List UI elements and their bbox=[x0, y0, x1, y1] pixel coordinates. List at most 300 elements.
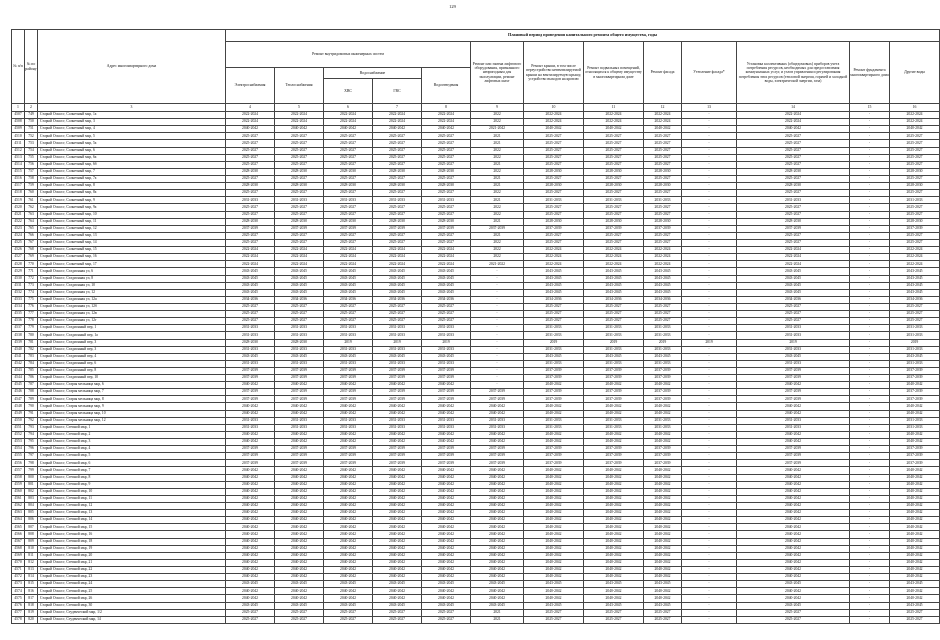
table-cell: 4540 bbox=[12, 346, 25, 353]
table-cell: 2043-2045 bbox=[644, 275, 682, 282]
address-cell: Старый Оскол г, Стадионная ул, 12в bbox=[38, 311, 226, 318]
table-cell: 2040-2042 bbox=[373, 559, 422, 566]
table-cell: 2043-2045 bbox=[890, 268, 940, 275]
address-cell: Старый Оскол г, Солнечный мкр, 8 bbox=[38, 183, 226, 190]
table-cell: 2043-2045 bbox=[422, 581, 471, 588]
table-row bbox=[12, 261, 940, 268]
table-cell: 2025-2027 bbox=[524, 147, 584, 154]
table-row bbox=[12, 112, 940, 119]
table-cell: 2040-2042 bbox=[890, 595, 940, 602]
address-cell: Старый Оскол г, Стадионная ул, 12г bbox=[38, 318, 226, 325]
table-cell: 2037-2039 bbox=[737, 375, 850, 382]
table-cell: 2040-2042 bbox=[890, 431, 940, 438]
address-cell: Старый Оскол г, Степной мкр, 23 bbox=[38, 574, 226, 581]
header-hvs: ХВС bbox=[324, 79, 373, 104]
table-cell: 2025-2027 bbox=[644, 239, 682, 246]
table-cell: 2040-2042 bbox=[275, 552, 324, 559]
table-cell: 2040-2042 bbox=[275, 503, 324, 510]
table-cell: 2031-2033 bbox=[644, 346, 682, 353]
table-cell: 2037-2039 bbox=[324, 446, 373, 453]
table-cell: - bbox=[850, 616, 890, 623]
table-cell: 2031-2033 bbox=[324, 197, 373, 204]
table-cell: 2021 bbox=[471, 609, 524, 616]
table-cell: - bbox=[850, 218, 890, 225]
table-row bbox=[12, 467, 940, 474]
table-cell: 2025-2027 bbox=[584, 140, 644, 147]
table-cell: 2040-2042 bbox=[644, 567, 682, 574]
table-cell: 2025-2027 bbox=[275, 232, 324, 239]
table-cell: 4544 bbox=[12, 375, 25, 382]
table-cell: 2040-2042 bbox=[324, 481, 373, 488]
table-cell: 2040-2042 bbox=[524, 538, 584, 545]
table-cell: 754 bbox=[25, 147, 38, 154]
table-cell: 4529 bbox=[12, 268, 25, 275]
table-cell: 2037-2039 bbox=[226, 225, 275, 232]
table-cell: - bbox=[850, 126, 890, 133]
table-cell: 2031-2033 bbox=[584, 346, 644, 353]
table-cell: 4517 bbox=[12, 183, 25, 190]
column-number: 5 bbox=[275, 104, 324, 112]
table-cell: 2040-2042 bbox=[275, 126, 324, 133]
table-cell: 2040-2042 bbox=[524, 503, 584, 510]
table-cell: 2022-2024 bbox=[324, 112, 373, 119]
table-cell: 2022 bbox=[471, 254, 524, 261]
table-cell: 2025-2027 bbox=[275, 175, 324, 182]
table-cell: 4573 bbox=[12, 581, 25, 588]
table-cell: 4570 bbox=[12, 559, 25, 566]
table-cell: 2037-2039 bbox=[524, 367, 584, 374]
table-cell: 2022 bbox=[471, 204, 524, 211]
table-cell: 2040-2042 bbox=[275, 531, 324, 538]
table-cell: 2025-2027 bbox=[226, 232, 275, 239]
table-cell: 2025-2027 bbox=[584, 211, 644, 218]
table-cell: 2037-2039 bbox=[373, 375, 422, 382]
address-cell: Старый Оскол г, Солнечный мкр, 11 bbox=[38, 218, 226, 225]
table-cell: 2019 bbox=[373, 339, 422, 346]
header-foundation: Ремонт фундамента многоквартирного дома bbox=[850, 42, 890, 104]
table-cell: 2031-2033 bbox=[644, 424, 682, 431]
table-cell: 2037-2039 bbox=[226, 375, 275, 382]
table-cell: 2037-2039 bbox=[226, 367, 275, 374]
table-row bbox=[12, 218, 940, 225]
table-cell: 2040-2042 bbox=[324, 552, 373, 559]
table-cell: 2021 bbox=[471, 183, 524, 190]
table-cell: 2025-2027 bbox=[584, 318, 644, 325]
table-cell: 2037-2039 bbox=[422, 446, 471, 453]
table-cell: 2034-2036 bbox=[275, 296, 324, 303]
address-cell: Старый Оскол г, Степной мкр, 10 bbox=[38, 488, 226, 495]
table-cell: 2025-2027 bbox=[890, 175, 940, 182]
table-cell: 759 bbox=[25, 183, 38, 190]
table-cell: 2028-2030 bbox=[584, 168, 644, 175]
table-cell: 2040-2042 bbox=[644, 545, 682, 552]
table-cell: 2031-2033 bbox=[584, 197, 644, 204]
table-cell: 2025-2027 bbox=[422, 303, 471, 310]
table-cell: 2040-2042 bbox=[422, 431, 471, 438]
table-cell: 2040-2042 bbox=[890, 531, 940, 538]
table-cell: 2025-2027 bbox=[737, 318, 850, 325]
table-cell: 2040-2042 bbox=[524, 574, 584, 581]
table-cell: 2022-2024 bbox=[584, 254, 644, 261]
table-cell: - bbox=[850, 467, 890, 474]
table-cell: 2031-2033 bbox=[737, 325, 850, 332]
table-cell: 2040-2042 bbox=[226, 481, 275, 488]
table-cell: 2040-2042 bbox=[890, 574, 940, 581]
table-cell: 2028-2030 bbox=[226, 168, 275, 175]
table-cell: 2040-2042 bbox=[226, 510, 275, 517]
table-cell: 2040-2042 bbox=[737, 559, 850, 566]
table-cell: 2037-2039 bbox=[373, 396, 422, 403]
table-cell: 2040-2042 bbox=[373, 467, 422, 474]
table-cell: 2028-2030 bbox=[890, 218, 940, 225]
table-cell: 2022-2024 bbox=[644, 261, 682, 268]
table-row bbox=[12, 190, 940, 197]
table-cell: 2040-2042 bbox=[471, 531, 524, 538]
header-other: Другие виды bbox=[890, 42, 940, 104]
table-cell: - bbox=[682, 481, 737, 488]
table-cell: 757 bbox=[25, 168, 38, 175]
table-cell: 2037-2039 bbox=[226, 446, 275, 453]
table-cell: 2022 bbox=[471, 247, 524, 254]
table-cell: 2040-2042 bbox=[373, 517, 422, 524]
table-cell: - bbox=[682, 616, 737, 623]
table-cell: 4559 bbox=[12, 481, 25, 488]
table-cell: - bbox=[471, 318, 524, 325]
table-cell: 2040-2042 bbox=[373, 488, 422, 495]
header-district-number: № по району bbox=[25, 30, 38, 104]
table-cell: 2025-2027 bbox=[737, 232, 850, 239]
table-cell: 4538 bbox=[12, 332, 25, 339]
table-cell: 2040-2042 bbox=[890, 552, 940, 559]
table-cell: 2040-2042 bbox=[584, 403, 644, 410]
table-cell: 2043-2045 bbox=[584, 268, 644, 275]
table-cell: 2040-2042 bbox=[737, 410, 850, 417]
table-cell: 2037-2039 bbox=[644, 367, 682, 374]
table-cell: 2040-2042 bbox=[226, 588, 275, 595]
table-cell: 2040-2042 bbox=[737, 481, 850, 488]
table-cell: 2040-2042 bbox=[471, 510, 524, 517]
address-cell: Старый Оскол г, Степной мкр, 3 bbox=[38, 439, 226, 446]
table-cell: 2040-2042 bbox=[275, 410, 324, 417]
table-cell: 2040-2042 bbox=[890, 495, 940, 502]
table-cell: 2028-2030 bbox=[644, 218, 682, 225]
table-cell: 2040-2042 bbox=[737, 382, 850, 389]
table-row bbox=[12, 147, 940, 154]
table-cell: 2040-2042 bbox=[524, 439, 584, 446]
table-cell: 2037-2039 bbox=[890, 225, 940, 232]
table-cell: 2040-2042 bbox=[275, 595, 324, 602]
table-cell: 784 bbox=[25, 360, 38, 367]
table-cell: - bbox=[850, 574, 890, 581]
table-cell: 2025-2027 bbox=[584, 303, 644, 310]
table-cell: 2037-2039 bbox=[373, 367, 422, 374]
table-cell: 2025-2027 bbox=[890, 609, 940, 616]
table-cell: 2040-2042 bbox=[584, 517, 644, 524]
table-row bbox=[12, 175, 940, 182]
table-cell: 2025-2027 bbox=[324, 311, 373, 318]
table-cell: 2037-2039 bbox=[890, 396, 940, 403]
table-cell: - bbox=[850, 325, 890, 332]
header-roof: Ремонт крыши, в том числе переустройство невентилируемой крыши на вентилируемую крышу, устройство выходов на кровлю bbox=[524, 42, 584, 104]
table-cell: 2037-2039 bbox=[890, 375, 940, 382]
table-cell: - bbox=[850, 588, 890, 595]
table-row bbox=[12, 318, 940, 325]
table-cell: 2028-2030 bbox=[324, 183, 373, 190]
table-cell: 2037-2039 bbox=[275, 460, 324, 467]
table-cell: 4535 bbox=[12, 311, 25, 318]
table-cell: 2040-2042 bbox=[890, 474, 940, 481]
table-cell: 2037-2039 bbox=[422, 225, 471, 232]
table-cell: - bbox=[850, 460, 890, 467]
table-cell: 4507 bbox=[12, 112, 25, 119]
table-cell: 2043-2045 bbox=[373, 275, 422, 282]
table-cell: 2025-2027 bbox=[324, 616, 373, 623]
table-cell: 2025-2027 bbox=[324, 303, 373, 310]
table-cell: 2040-2042 bbox=[584, 552, 644, 559]
table-cell: 2031-2033 bbox=[275, 360, 324, 367]
table-cell: 2040-2042 bbox=[275, 488, 324, 495]
table-cell: 2022-2024 bbox=[524, 261, 584, 268]
table-cell: - bbox=[682, 495, 737, 502]
table-cell: 2037-2039 bbox=[226, 460, 275, 467]
table-cell: 2031-2033 bbox=[890, 346, 940, 353]
table-cell: 2040-2042 bbox=[275, 481, 324, 488]
table-cell: 2031-2033 bbox=[737, 197, 850, 204]
table-cell: 4513 bbox=[12, 154, 25, 161]
table-cell: - bbox=[850, 567, 890, 574]
table-cell: 4567 bbox=[12, 538, 25, 545]
table-cell: 802 bbox=[25, 488, 38, 495]
table-cell: 2037-2039 bbox=[524, 460, 584, 467]
table-cell: - bbox=[682, 389, 737, 396]
table-cell: 2040-2042 bbox=[226, 439, 275, 446]
table-cell: - bbox=[471, 289, 524, 296]
table-cell: 796 bbox=[25, 446, 38, 453]
table-cell: 2037-2039 bbox=[373, 453, 422, 460]
table-cell: 2040-2042 bbox=[422, 467, 471, 474]
table-cell: 2040-2042 bbox=[890, 538, 940, 545]
table-cell: - bbox=[682, 346, 737, 353]
table-cell: 2025-2027 bbox=[524, 303, 584, 310]
table-cell: 783 bbox=[25, 353, 38, 360]
table-cell: - bbox=[682, 574, 737, 581]
table-cell: 2022-2024 bbox=[226, 254, 275, 261]
table-cell: 4515 bbox=[12, 168, 25, 175]
table-cell: 4512 bbox=[12, 147, 25, 154]
table-cell: 2040-2042 bbox=[471, 545, 524, 552]
table-cell: 2040-2042 bbox=[422, 524, 471, 531]
table-cell: 2040-2042 bbox=[644, 431, 682, 438]
table-cell: 2040-2042 bbox=[373, 588, 422, 595]
table-cell: 2031-2033 bbox=[226, 346, 275, 353]
header-water: Водоснабжение bbox=[324, 68, 422, 79]
table-cell: 2040-2042 bbox=[471, 567, 524, 574]
table-row bbox=[12, 232, 940, 239]
table-cell: 2040-2042 bbox=[524, 595, 584, 602]
table-cell: 2022-2024 bbox=[584, 261, 644, 268]
table-cell: - bbox=[682, 510, 737, 517]
table-cell: 2025-2027 bbox=[275, 616, 324, 623]
address-cell: Старый Оскол г, Стадионный пер, 8 bbox=[38, 367, 226, 374]
table-cell: 2040-2042 bbox=[226, 595, 275, 602]
address-cell: Старый Оскол г, Старая мельница мкр, 12 bbox=[38, 417, 226, 424]
table-cell: - bbox=[682, 325, 737, 332]
table-cell: 4542 bbox=[12, 360, 25, 367]
table-cell: 2037-2039 bbox=[584, 446, 644, 453]
table-cell: 2034-2036 bbox=[324, 296, 373, 303]
table-cell: 2040-2042 bbox=[524, 588, 584, 595]
table-cell: 2043-2045 bbox=[890, 282, 940, 289]
table-cell: 2040-2042 bbox=[644, 517, 682, 524]
table-cell: 2043-2045 bbox=[226, 268, 275, 275]
table-cell: 2043-2045 bbox=[324, 353, 373, 360]
table-cell: 2025-2027 bbox=[890, 147, 940, 154]
table-cell: 2022-2024 bbox=[737, 247, 850, 254]
table-cell: 2025-2027 bbox=[584, 147, 644, 154]
address-cell: Старый Оскол г, Степной мкр, 2 bbox=[38, 431, 226, 438]
table-cell: 2028-2030 bbox=[226, 339, 275, 346]
table-cell: 2040-2042 bbox=[584, 538, 644, 545]
address-cell: Старый Оскол г, Солнечный мкр, 6б bbox=[38, 161, 226, 168]
table-cell: 2028-2030 bbox=[226, 218, 275, 225]
table-cell: 2022 bbox=[471, 168, 524, 175]
table-cell: 2040-2042 bbox=[471, 595, 524, 602]
table-row bbox=[12, 382, 940, 389]
table-cell: 4520 bbox=[12, 204, 25, 211]
table-cell: 4548 bbox=[12, 403, 25, 410]
table-row bbox=[12, 431, 940, 438]
table-cell: 2040-2042 bbox=[524, 545, 584, 552]
table-cell: 2043-2045 bbox=[644, 602, 682, 609]
table-cell: 2037-2039 bbox=[890, 446, 940, 453]
table-row bbox=[12, 367, 940, 374]
table-cell: 2040-2042 bbox=[890, 481, 940, 488]
table-cell: 2043-2045 bbox=[737, 602, 850, 609]
table-cell: - bbox=[682, 453, 737, 460]
table-cell: - bbox=[682, 126, 737, 133]
table-cell: 2037-2039 bbox=[524, 446, 584, 453]
address-cell: Старый Оскол г, Солнечный мкр, 9а bbox=[38, 204, 226, 211]
table-cell: 770 bbox=[25, 261, 38, 268]
table-cell: 2040-2042 bbox=[890, 126, 940, 133]
column-number: 3 bbox=[38, 104, 226, 112]
table-cell: 2019 bbox=[422, 339, 471, 346]
table-row bbox=[12, 161, 940, 168]
table-cell: 2022-2024 bbox=[226, 119, 275, 126]
table-cell: 2025-2027 bbox=[324, 154, 373, 161]
table-cell: - bbox=[471, 296, 524, 303]
table-cell: - bbox=[682, 559, 737, 566]
table-cell: 2025-2027 bbox=[584, 161, 644, 168]
table-cell: - bbox=[682, 446, 737, 453]
address-cell: Старый Оскол г, Степной мкр, 26 bbox=[38, 595, 226, 602]
table-row bbox=[12, 424, 940, 431]
table-cell: 2025-2027 bbox=[275, 147, 324, 154]
table-row bbox=[12, 538, 940, 545]
table-cell: 2040-2042 bbox=[324, 524, 373, 531]
table-cell: - bbox=[471, 375, 524, 382]
table-cell: 2040-2042 bbox=[644, 588, 682, 595]
table-cell: 2040-2042 bbox=[737, 588, 850, 595]
table-cell: - bbox=[850, 261, 890, 268]
address-cell: Старый Оскол г, Старая мельница мкр, 9 bbox=[38, 403, 226, 410]
table-cell: 2025-2027 bbox=[373, 204, 422, 211]
table-row bbox=[12, 183, 940, 190]
table-cell: - bbox=[682, 552, 737, 559]
table-cell: 771 bbox=[25, 268, 38, 275]
table-cell: 2037-2039 bbox=[422, 389, 471, 396]
table-cell: - bbox=[682, 382, 737, 389]
table-cell: 2022-2024 bbox=[644, 254, 682, 261]
table-cell: 2025-2027 bbox=[422, 232, 471, 239]
table-cell: - bbox=[850, 175, 890, 182]
table-cell: 4575 bbox=[12, 595, 25, 602]
table-cell: 2037-2039 bbox=[422, 367, 471, 374]
table-cell: 2025-2027 bbox=[226, 616, 275, 623]
table-row bbox=[12, 133, 940, 140]
table-cell: 2043-2045 bbox=[644, 353, 682, 360]
table-cell: - bbox=[682, 218, 737, 225]
address-cell: Старый Оскол г, Степной мкр, 25 bbox=[38, 588, 226, 595]
table-cell: 2025-2027 bbox=[737, 211, 850, 218]
address-cell: Старый Оскол г, Стадионная ул, 6 bbox=[38, 268, 226, 275]
table-row bbox=[12, 545, 940, 552]
table-cell: 749 bbox=[25, 112, 38, 119]
table-cell: 2025-2027 bbox=[373, 303, 422, 310]
table-cell: 2040-2042 bbox=[644, 503, 682, 510]
table-cell: 2043-2045 bbox=[373, 289, 422, 296]
table-cell: 2031-2033 bbox=[737, 332, 850, 339]
table-cell: 815 bbox=[25, 581, 38, 588]
column-number: 10 bbox=[524, 104, 584, 112]
table-cell: 2037-2039 bbox=[275, 389, 324, 396]
table-cell: 2043-2045 bbox=[584, 289, 644, 296]
table-cell: 2034-2036 bbox=[584, 296, 644, 303]
table-cell: 2040-2042 bbox=[422, 474, 471, 481]
table-cell: 2043-2045 bbox=[890, 289, 940, 296]
table-cell: 2037-2039 bbox=[226, 453, 275, 460]
table-cell: 2025-2027 bbox=[524, 211, 584, 218]
table-cell: 2031-2033 bbox=[737, 417, 850, 424]
table-cell: 2025-2027 bbox=[644, 211, 682, 218]
table-cell: 2040-2042 bbox=[471, 439, 524, 446]
table-cell: 4518 bbox=[12, 190, 25, 197]
table-cell: 4510 bbox=[12, 133, 25, 140]
table-cell: 2040-2042 bbox=[524, 510, 584, 517]
address-cell: Старый Оскол г, Степной мкр, 18 bbox=[38, 538, 226, 545]
table-cell: 2043-2045 bbox=[644, 289, 682, 296]
table-cell: 4546 bbox=[12, 389, 25, 396]
table-cell: - bbox=[850, 375, 890, 382]
address-cell: Старый Оскол г, Степной мкр, 6 bbox=[38, 460, 226, 467]
column-number: 11 bbox=[584, 104, 644, 112]
table-cell: 2025-2027 bbox=[737, 239, 850, 246]
table-cell: 2022-2024 bbox=[324, 261, 373, 268]
table-cell: 2043-2045 bbox=[737, 581, 850, 588]
table-cell: 4532 bbox=[12, 289, 25, 296]
table-cell: 2025-2027 bbox=[584, 616, 644, 623]
table-cell: 2034-2036 bbox=[644, 296, 682, 303]
table-cell: 2022-2024 bbox=[324, 119, 373, 126]
table-cell: 2037-2039 bbox=[471, 446, 524, 453]
table-cell: 4563 bbox=[12, 510, 25, 517]
table-cell: 2025-2027 bbox=[373, 239, 422, 246]
table-cell: - bbox=[682, 602, 737, 609]
table-cell: - bbox=[850, 417, 890, 424]
table-cell: 2025-2027 bbox=[275, 140, 324, 147]
table-cell: 2040-2042 bbox=[373, 503, 422, 510]
table-cell: 4547 bbox=[12, 396, 25, 403]
